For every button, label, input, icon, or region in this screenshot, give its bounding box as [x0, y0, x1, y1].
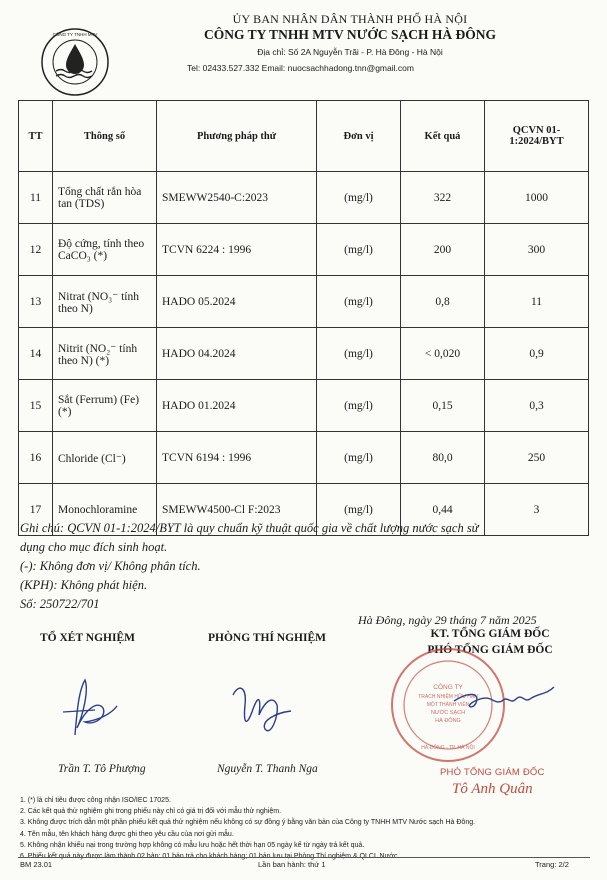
cell-unit: (mg/l) [317, 328, 401, 380]
header-contact: Tel: 02433.527.332 Email: nuocsachhadong.tnn@gmail.com [187, 63, 414, 73]
page-number: Trang: 2/2 [535, 860, 569, 869]
header-address: Địa chỉ: Số 2A Nguyễn Trãi - P. Hà Đông - Hà Nội [257, 47, 443, 57]
results-table [18, 100, 589, 536]
cell-result: 322 [401, 172, 485, 224]
cell-method: HADO 05.2024 [157, 276, 317, 328]
note-line: Ghi chú: QCVN 01-1:2024/BYT là quy chuẩn kỹ thuật quốc gia về chất lượng nước sạch sử [20, 521, 479, 535]
col-header-method: Phương pháp thử [157, 101, 317, 172]
cell-parameter: Monochloramine [53, 484, 157, 536]
cell-method: HADO 04.2024 [157, 328, 317, 380]
cell-tt: 15 [19, 380, 53, 432]
signature-title-testing-team: TỔ XÉT NGHIỆM [40, 632, 135, 644]
report-number: Số: 250722/701 [20, 597, 100, 611]
notes-block [20, 519, 595, 614]
table-row [19, 276, 589, 328]
note-line: (-): Không đơn vị/ Không phân tích. [20, 559, 201, 573]
cell-method: SMEWW4500-Cl F:2023 [157, 484, 317, 536]
cell-result: 200 [401, 224, 485, 276]
cell-tt: 11 [19, 172, 53, 224]
cell-parameter: Nitrit (NO₂⁻ tính theo N) (*) [53, 328, 157, 380]
table-row [19, 380, 589, 432]
cell-result: 0,15 [401, 380, 485, 432]
cell-tt: 17 [19, 484, 53, 536]
svg-text:MỘT THÀNH VIÊN: MỘT THÀNH VIÊN [426, 702, 470, 708]
cell-method: HADO 01.2024 [157, 380, 317, 432]
company-logo [40, 27, 110, 97]
cell-unit: (mg/l) [317, 484, 401, 536]
col-header-tt: TT [19, 101, 53, 172]
cell-method: TCVN 6194 : 1996 [157, 432, 317, 484]
col-header-parameter: Thông số [53, 101, 157, 172]
cell-unit: (mg/l) [317, 432, 401, 484]
cell-parameter: Độ cứng, tính theo CaCO₃ (*) [53, 224, 157, 276]
col-header-standard: QCVN 01-1:2024/BYT [485, 101, 589, 172]
svg-text:NƯỚC SẠCH: NƯỚC SẠCH [430, 710, 466, 716]
signer-name-deputy-director: Tô Anh Quân [452, 781, 533, 797]
header-company-name: CÔNG TY TNHH MTV NƯỚC SẠCH HÀ ĐÔNG [204, 27, 496, 42]
col-header-unit: Đơn vị [317, 101, 401, 172]
cell-result: < 0,020 [401, 328, 485, 380]
signer-name-testing-team: Trần T. Tô Phượng [58, 763, 146, 775]
form-code: BM 23.01 [20, 860, 53, 869]
cell-method: TCVN 6224 : 1996 [157, 224, 317, 276]
footnotes [20, 795, 590, 862]
footnote: 2. Các kết quả thử nghiệm ghi trong phiếu này chỉ có giá trị đối với mẫu thử nghiệm. [20, 808, 282, 816]
cell-result: 80,0 [401, 432, 485, 484]
cell-limit: 11 [485, 276, 589, 328]
footnote: 5. Không nhận khiếu nại trong trường hợp không có mẫu lưu hoặc hết thời hạn 05 ngày kể từ ngày trả kết quả. [20, 841, 365, 849]
cell-method: SMEWW2540-C:2023 [157, 172, 317, 224]
signer-name-laboratory: Nguyễn T. Thanh Nga [217, 763, 318, 775]
cell-limit: 250 [485, 432, 589, 484]
cell-limit: 0,3 [485, 380, 589, 432]
col-header-result: Kết quả [401, 101, 485, 172]
cell-unit: (mg/l) [317, 276, 401, 328]
table-row [19, 172, 589, 224]
signature-mark-3 [450, 665, 560, 725]
signature-mark-2 [225, 665, 305, 745]
svg-text:TRÁCH NHIỆM HỮU HẠN: TRÁCH NHIỆM HỮU HẠN [418, 694, 478, 700]
note-line: (KPH): Không phát hiện. [20, 578, 148, 592]
cell-limit: 3 [485, 484, 589, 536]
svg-text:CÔNG TY TNHH MTV: CÔNG TY TNHH MTV [52, 32, 98, 37]
cell-unit: (mg/l) [317, 172, 401, 224]
cell-unit: (mg/l) [317, 224, 401, 276]
cell-tt: 12 [19, 224, 53, 276]
cell-limit: 300 [485, 224, 589, 276]
svg-text:HÀ ĐÔNG - TP. HÀ NỘI: HÀ ĐÔNG - TP. HÀ NỘI [421, 745, 475, 751]
header-authority: ỦY BAN NHÂN DÂN THÀNH PHỐ HÀ NỘI [232, 12, 468, 26]
footnote: 3. Không được trích dẫn một phần phiếu kết quả thử nghiệm nếu không có sự đồng ý bằng văn bản của Công ty TNHH MTV Nước sạch Hà Đông. [20, 819, 476, 827]
svg-text:CÔNG TY: CÔNG TY [433, 684, 463, 691]
cell-tt: 14 [19, 328, 53, 380]
signature-subtitle-deputy: PHÓ TỔNG GIÁM ĐỐC [427, 644, 553, 656]
note-line: dụng cho mục đích sinh hoạt. [20, 540, 168, 554]
cell-limit: 1000 [485, 172, 589, 224]
cell-tt: 16 [19, 432, 53, 484]
footnote: 4. Tên mẫu, tên khách hàng được ghi theo yêu cầu của nơi gửi mẫu. [20, 830, 234, 838]
cell-limit: 0,9 [485, 328, 589, 380]
table-row [19, 224, 589, 276]
signature-title-director: KT. TỔNG GIÁM ĐỐC [430, 628, 550, 640]
table-header-row [19, 101, 589, 172]
cell-tt: 13 [19, 276, 53, 328]
signature-title-laboratory: PHÒNG THÍ NGHIỆM [208, 632, 326, 644]
table-row [19, 432, 589, 484]
signature-mark-1 [55, 670, 125, 745]
edition-info: Lần ban hành: thứ 1 [258, 860, 326, 869]
cell-parameter: Chloride (Cl⁻) [53, 432, 157, 484]
footnote: 1. (*) là chỉ tiêu được công nhận ISO/IEC 17025. [20, 797, 171, 804]
footer-divider [18, 857, 590, 858]
cell-parameter: Sắt (Ferrum) (Fe) (*) [53, 380, 157, 432]
cell-result: 0,8 [401, 276, 485, 328]
issue-date: Hà Đông, ngày 29 tháng 7 năm 2025 [358, 613, 537, 627]
footnote: 6. Phiếu kết quả này được làm thành 02 bản: 01 bản trả cho khách hàng; 01 bản lưu tại Phòng Thí nghiệm & QLCL Nước. [20, 853, 400, 861]
cell-parameter: Nitrat (NO₃⁻ tính theo N) [53, 276, 157, 328]
table-row [19, 328, 589, 380]
cell-parameter: Tổng chất rắn hòa tan (TDS) [53, 172, 157, 224]
cell-result: 0,44 [401, 484, 485, 536]
cell-unit: (mg/l) [317, 380, 401, 432]
signer-role-stamp: PHÓ TỔNG GIÁM ĐỐC [440, 767, 545, 778]
svg-text:HÀ ĐÔNG: HÀ ĐÔNG [435, 718, 461, 724]
